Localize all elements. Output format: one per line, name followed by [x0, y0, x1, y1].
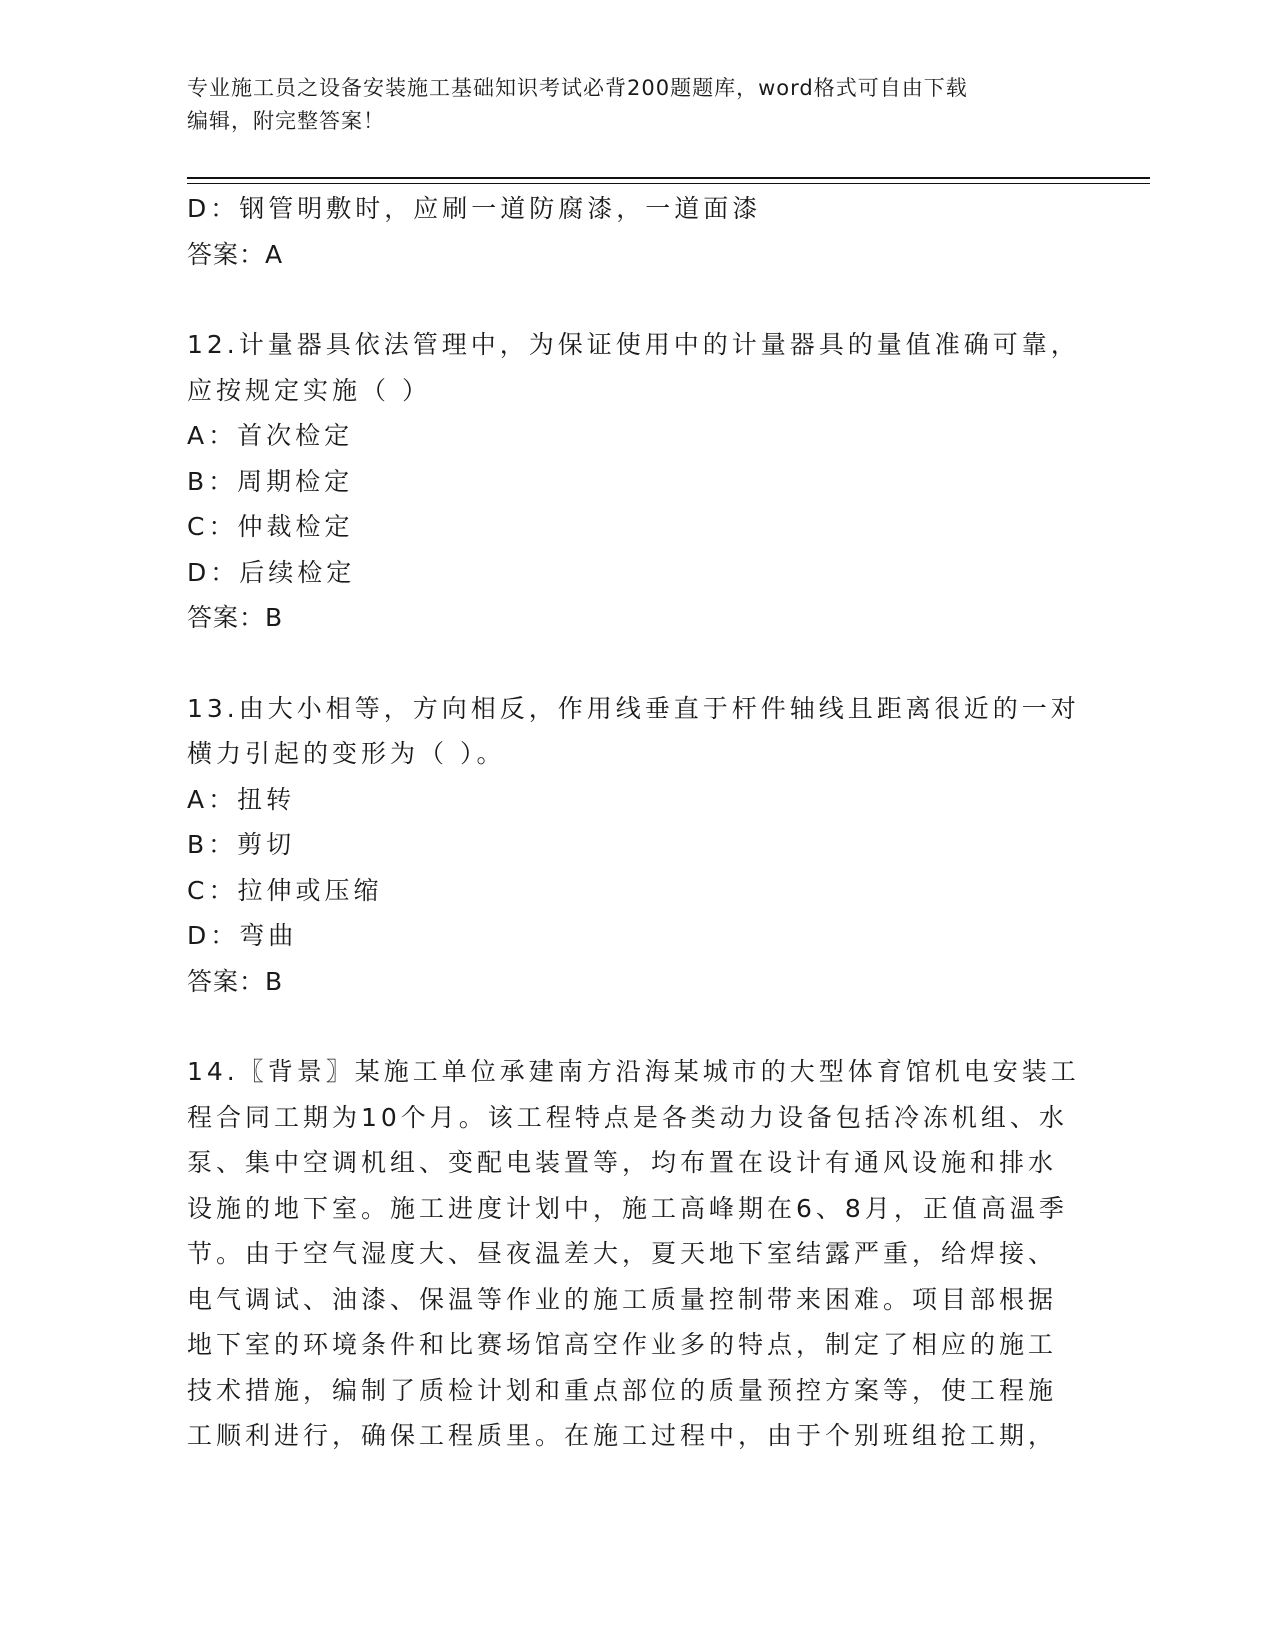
question-13: [187, 686, 1092, 1005]
question-paragraph-line: 泵、集中空调机组、变配电装置等，均布置在设计有通风设施和排水: [187, 1148, 1058, 1177]
answer: 答案：B: [187, 603, 284, 632]
option-d: D：后续检定: [187, 557, 356, 587]
question-paragraph-line: 地下室的环境条件和比赛场馆高空作业多的特点，制定了相应的施工: [187, 1330, 1058, 1359]
question-stem: 横力引起的变形为（ ）。: [187, 739, 506, 768]
header-divider-thick: [187, 177, 1150, 179]
question-paragraph-line: 工顺利进行，确保工程质里。在施工过程中，由于个别班组抢工期，: [187, 1421, 1058, 1450]
header-title-line-2: 编辑，附完整答案！: [187, 109, 385, 133]
option-a: A：首次检定: [187, 421, 354, 450]
question-paragraph-line: 设施的地下室。施工进度计划中，施工高峰期在6、8月，正值高温季: [187, 1193, 1068, 1223]
spacer: [187, 641, 1092, 686]
question-content: [187, 186, 1092, 1459]
option-d: D：弯曲: [187, 921, 298, 950]
question-12: [187, 322, 1092, 641]
option-d: D：钢管明敷时，应刷一道防腐漆，一道面漆: [187, 194, 762, 223]
question-14: [187, 1049, 1092, 1459]
spacer: [187, 277, 1092, 322]
question-stem: 应按规定实施（ ）: [187, 375, 431, 405]
answer: 答案：A: [187, 239, 284, 269]
spacer: [187, 1004, 1092, 1049]
option-c: C：仲裁检定: [187, 512, 354, 541]
header-title-line-1: 专业施工员之设备安装施工基础知识考试必背200题题库，word格式可自由下载: [187, 76, 968, 100]
question-stem: 12.计量器具依法管理中，为保证使用中的计量器具的量值准确可靠，: [187, 330, 1080, 359]
question-paragraph-line: 程合同工期为10个月。该工程特点是各类动力设备包括冷冻机组、水: [187, 1102, 1068, 1132]
header-divider-thin: [187, 183, 1150, 184]
question-paragraph-line: 技术措施，编制了质检计划和重点部位的质量预控方案等，使工程施: [187, 1375, 1058, 1405]
option-b: B：周期检定: [187, 466, 354, 496]
option-c: C：拉伸或压缩: [187, 875, 383, 905]
question-paragraph-line: 节。由于空气湿度大、昼夜温差大，夏天地下室结露严重，给焊接、: [187, 1239, 1058, 1268]
question-11-tail: [187, 186, 1092, 277]
question-stem: 13.由大小相等，方向相反，作用线垂直于杆件轴线且距离很近的一对: [187, 693, 1080, 723]
question-paragraph-line: 电气调试、油漆、保温等作业的施工质量控制带来困难。项目部根据: [187, 1284, 1058, 1314]
document-header: [187, 72, 1067, 138]
question-paragraph-line: 14.〖背景〗某施工单位承建南方沿海某城市的大型体育馆机电安装工: [187, 1057, 1080, 1086]
answer: 答案：B: [187, 966, 284, 996]
option-a: A：扭转: [187, 784, 296, 814]
option-b: B：剪切: [187, 830, 296, 859]
